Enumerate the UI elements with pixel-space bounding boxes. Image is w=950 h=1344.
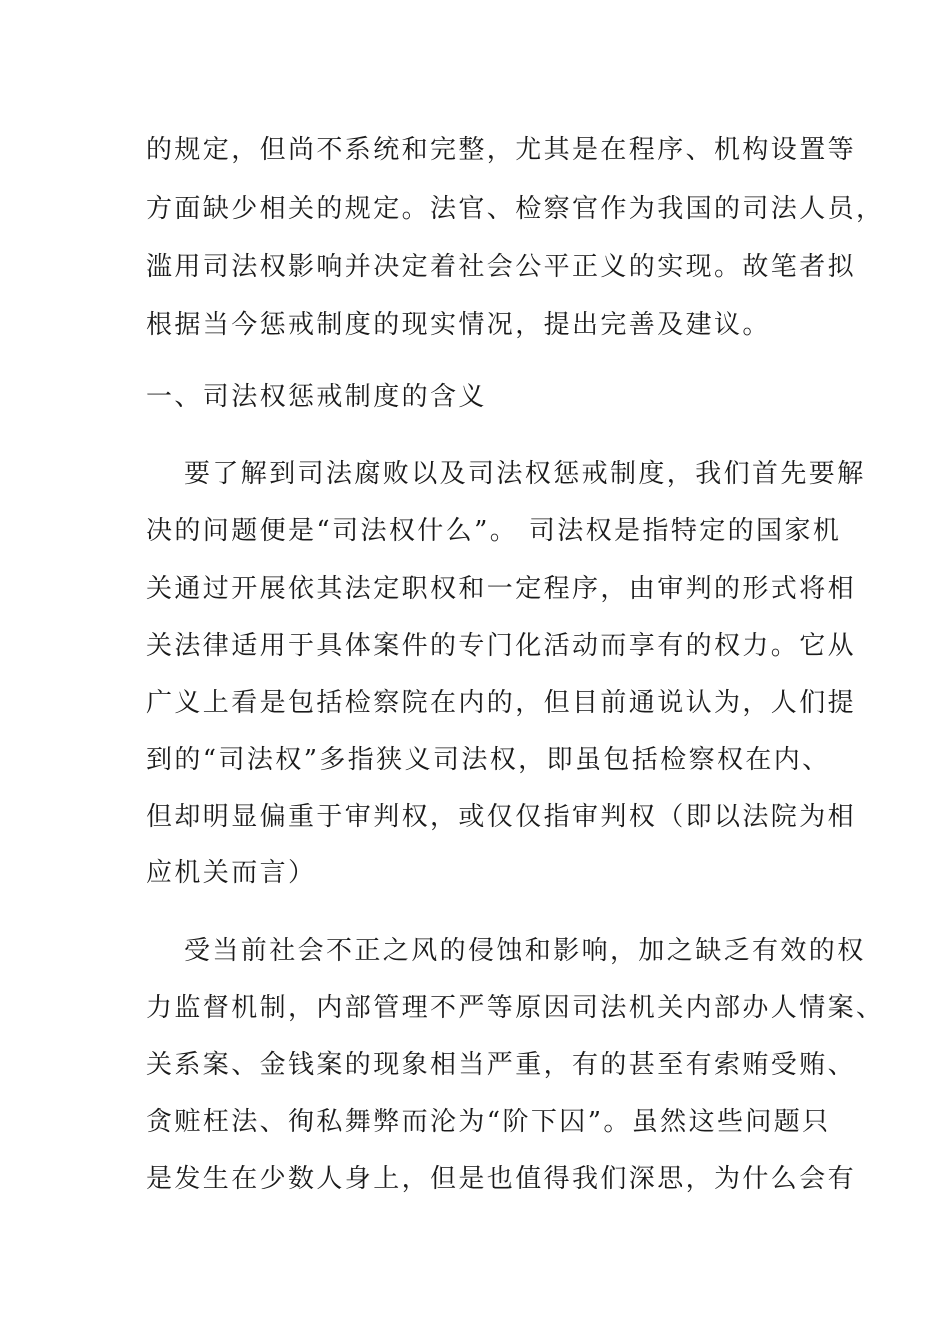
paragraph-3-line-2: 力监督机制，内部管理不严等原因司法机关内部办人情案、 — [146, 993, 885, 1023]
paragraph-1-line-3: 滥用司法权影响并决定着社会公平正义的实现。故笔者拟 — [146, 252, 857, 282]
paragraph-2-line-3: 关通过开展依其法定职权和一定程序，由审判的形式将相 — [146, 574, 857, 604]
paragraph-2-line-6: 到的“司法权”多指狭义司法权，即虽包括检察权在内、 — [146, 745, 831, 775]
paragraph-3-line-4: 贪赃枉法、徇私舞弊而沦为“阶下囚”。虽然这些问题只 — [146, 1107, 831, 1137]
paragraph-3-line-5: 是发生在少数人身上，但是也值得我们深思，为什么会有 — [146, 1164, 857, 1194]
paragraph-2-line-7: 但却明显偏重于审判权，或仅仅指审判权（即以法院为相 — [146, 802, 857, 832]
paragraph-1-line-1: 的规定，但尚不系统和完整，尤其是在程序、机构设置等 — [146, 135, 857, 165]
paragraph-2-line-2: 决的问题便是“司法权什么”。 司法权是指特定的国家机 — [146, 516, 842, 546]
paragraph-2-line-8: 应机关而言） — [146, 858, 317, 888]
paragraph-1-line-4: 根据当今惩戒制度的现实情况，提出完善及建议。 — [146, 310, 771, 340]
paragraph-2-line-5: 广义上看是包括检察院在内的，但目前通说认为，人们提 — [146, 688, 857, 718]
paragraph-2-line-4: 关法律适用于具体案件的专门化活动而享有的权力。它从 — [146, 631, 857, 661]
section-heading: 一、司法权惩戒制度的含义 — [146, 382, 487, 412]
paragraph-3-line-1: 受当前社会不正之风的侵蚀和影响，加之缺乏有效的权 — [184, 936, 866, 966]
paragraph-3-line-3: 关系案、金钱案的现象相当严重，有的甚至有索贿受贿、 — [146, 1050, 857, 1080]
paragraph-2-line-1: 要了解到司法腐败以及司法权惩戒制度，我们首先要解 — [184, 459, 866, 489]
paragraph-1-line-2: 方面缺少相关的规定。法官、检察官作为我国的司法人员， — [146, 194, 885, 224]
